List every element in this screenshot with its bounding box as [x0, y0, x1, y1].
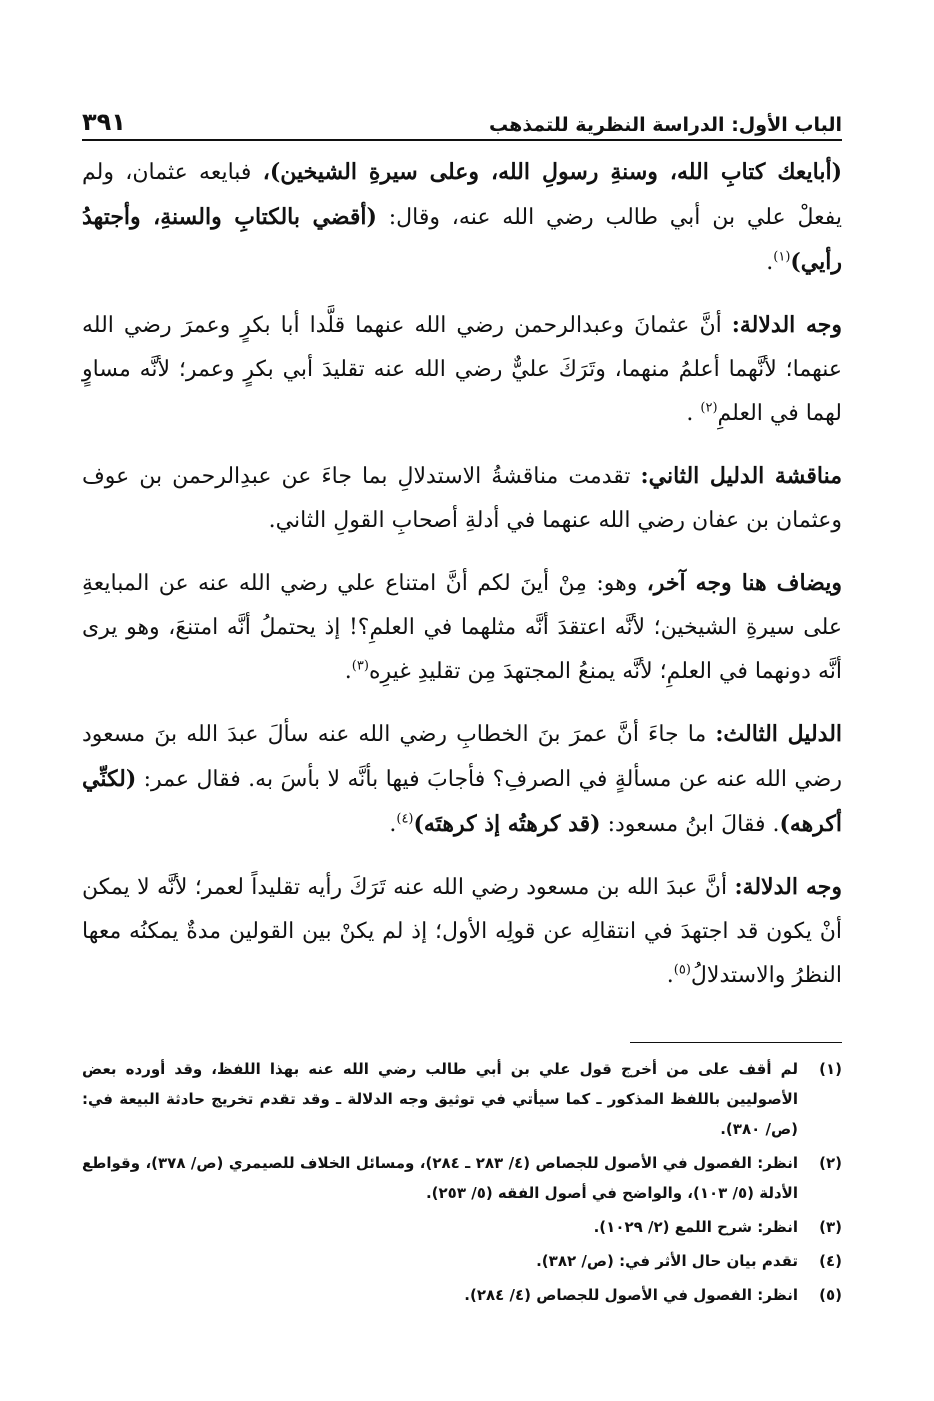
paragraph-end: . [344, 659, 352, 684]
footnote-number: (٥) [819, 1286, 842, 1304]
paragraph-lead: وجه الدلالة: [731, 312, 842, 338]
footnote-ref: (٣) [351, 658, 369, 674]
quote: (لكنِّي أكرهه) [82, 766, 842, 837]
running-header [82, 96, 842, 136]
footnote-text: لم أقف على من أخرج قول علي بن أبي طالب رضي الله عنه بهذا اللفظ، وقد أورده بعض الأصوليين باللفظ المذكور ـ كما سيأتي في توثيق وجه الدلالة ـ وقد تقدم تخريج حادثة البيعة في: (ص/ ٣٨٠). [82, 1060, 798, 1138]
paragraph-lead: وجه الدلالة: [734, 874, 842, 900]
main-text [82, 150, 842, 1016]
paragraph-text: أنَّ عثمانَ وعبدالرحمن رضي الله عنهما قلَّدا أبا بكرٍ وعمرَ رضي الله عنهما؛ لأنَّهما أعلمُ منهما، وتَرَكَ عليٌّ رضي الله عنه تقليدَ أبي بكرٍ وعمر؛ لأنَّه مساوٍ لهما في العلمِ [82, 313, 842, 426]
paragraph-lead: الدليل الثالث: [715, 721, 843, 747]
footnote-number: (٤) [819, 1252, 842, 1270]
footnote-3 [82, 1212, 842, 1242]
paragraph-yudaf [82, 561, 842, 694]
footnote-2 [82, 1148, 842, 1208]
footnote-ref: (١) [773, 249, 791, 265]
header-rule [82, 139, 842, 141]
paragraph-lead: ويضاف هنا وجه آخر، [646, 570, 842, 596]
page-number: ٣٩١ [82, 108, 126, 136]
footnote-1 [82, 1054, 842, 1144]
paragraph-end: . [389, 812, 397, 837]
paragraph-bayah-quote [82, 150, 842, 285]
footnotes [82, 1054, 842, 1314]
paragraph-text: . فقالَ ابنُ مسعود: [600, 812, 780, 837]
footnote-text: انظر: شرح اللمع (٢/ ١٠٢٩). [593, 1218, 798, 1236]
chapter-title: الباب الأول: الدراسة النظرية للتمذهب [489, 114, 842, 136]
footnote-4 [82, 1246, 842, 1276]
quote: (أقضي بالكتابِ والسنةِ، وأجتهدُ رأيي) [82, 204, 842, 275]
footnote-number: (٢) [819, 1154, 842, 1172]
footnote-rule [630, 1042, 842, 1043]
footnote-ref: (٢) [700, 400, 718, 416]
paragraph-text: تقدمت مناقشةُ الاستدلالِ بما جاءَ عن عبدِالرحمن بن عوف وعثمان بن عفان رضي الله عنهما في أدلةِ أصحابِ القولِ الثاني. [82, 464, 842, 533]
paragraph-text: فبايعه عثمان، ولم يفعلْ علي بن أبي طالب رضي الله عنه، وقال: [82, 160, 842, 230]
footnote-ref: (٤) [396, 811, 414, 827]
paragraph-end: . [766, 250, 774, 275]
paragraph-text: وهو: مِنْ أينَ لكم أنَّ امتناع علي رضي الله عنه عن المبايعةِ على سيرةِ الشيخين؛ لأنَّه اعتقدَ أنَّه مثلهما في العلمِ؟! إذ يحتملُ أنَّه امتنعَ، وهو يرى أنَّه دونهما في العلمِ؛ لأنَّه يمنعُ المجتهدَ مِن تقليدِ غيرِه [82, 571, 842, 684]
quote: (أبايعك كتابِ الله، وسنةِ رسولِ الله، وعلى سيرةِ الشيخين)، [262, 159, 842, 185]
footnote-5 [82, 1280, 842, 1310]
paragraph-wajh-dalala-2 [82, 865, 842, 998]
paragraph-text: أنَّ عبدَ الله بن مسعود رضي الله عنه تَرَكَ رأيه تقليداً لعمر؛ لأنَّه لا يمكن أنْ يكون قد اجتهدَ في انتقالِه عن قولِه الأول؛ إذ لم يكنْ بين القولين مدةٌ يمكنُه معها النظرُ والاستدلالُ [82, 875, 842, 988]
paragraph-text: ما جاءَ أنَّ عمرَ بنَ الخطابِ رضي الله عنه سألَ عبدَ الله بنَ مسعود رضي الله عنه عن مسألةٍ في الصرفِ؟ فأجابَ فيها بأنَّه لا بأسَ به. فقال عمر: [82, 722, 842, 792]
paragraph-wajh-dalala-1 [82, 303, 842, 436]
paragraph-end: . [686, 401, 701, 426]
footnote-text: تقدم بيان حال الأثر في: (ص/ ٣٨٢). [536, 1252, 798, 1270]
paragraph-end: . [666, 963, 674, 988]
quote: (قد كرهتُه إذ كرهتَه) [413, 811, 601, 837]
footnote-text: انظر: الفصول في الأصول للجصاص (٤/ ٢٨٣ ـ ٢٨٤)، ومسائل الخلاف للصيمري (ص/ ٣٧٨)، وقواطع الأدلة (٥/ ١٠٣)، والواضح في أصول الفقه (٥/ ٢٥٣). [82, 1154, 798, 1202]
paragraph-dalil-thalith [82, 712, 842, 847]
paragraph-munaqasha [82, 454, 842, 543]
footnote-text: انظر: الفصول في الأصول للجصاص (٤/ ٢٨٤). [464, 1286, 798, 1304]
footnote-number: (٣) [819, 1218, 842, 1236]
paragraph-lead: مناقشة الدليل الثاني: [640, 463, 842, 489]
footnote-number: (١) [819, 1060, 842, 1078]
footnote-ref: (٥) [673, 962, 691, 978]
